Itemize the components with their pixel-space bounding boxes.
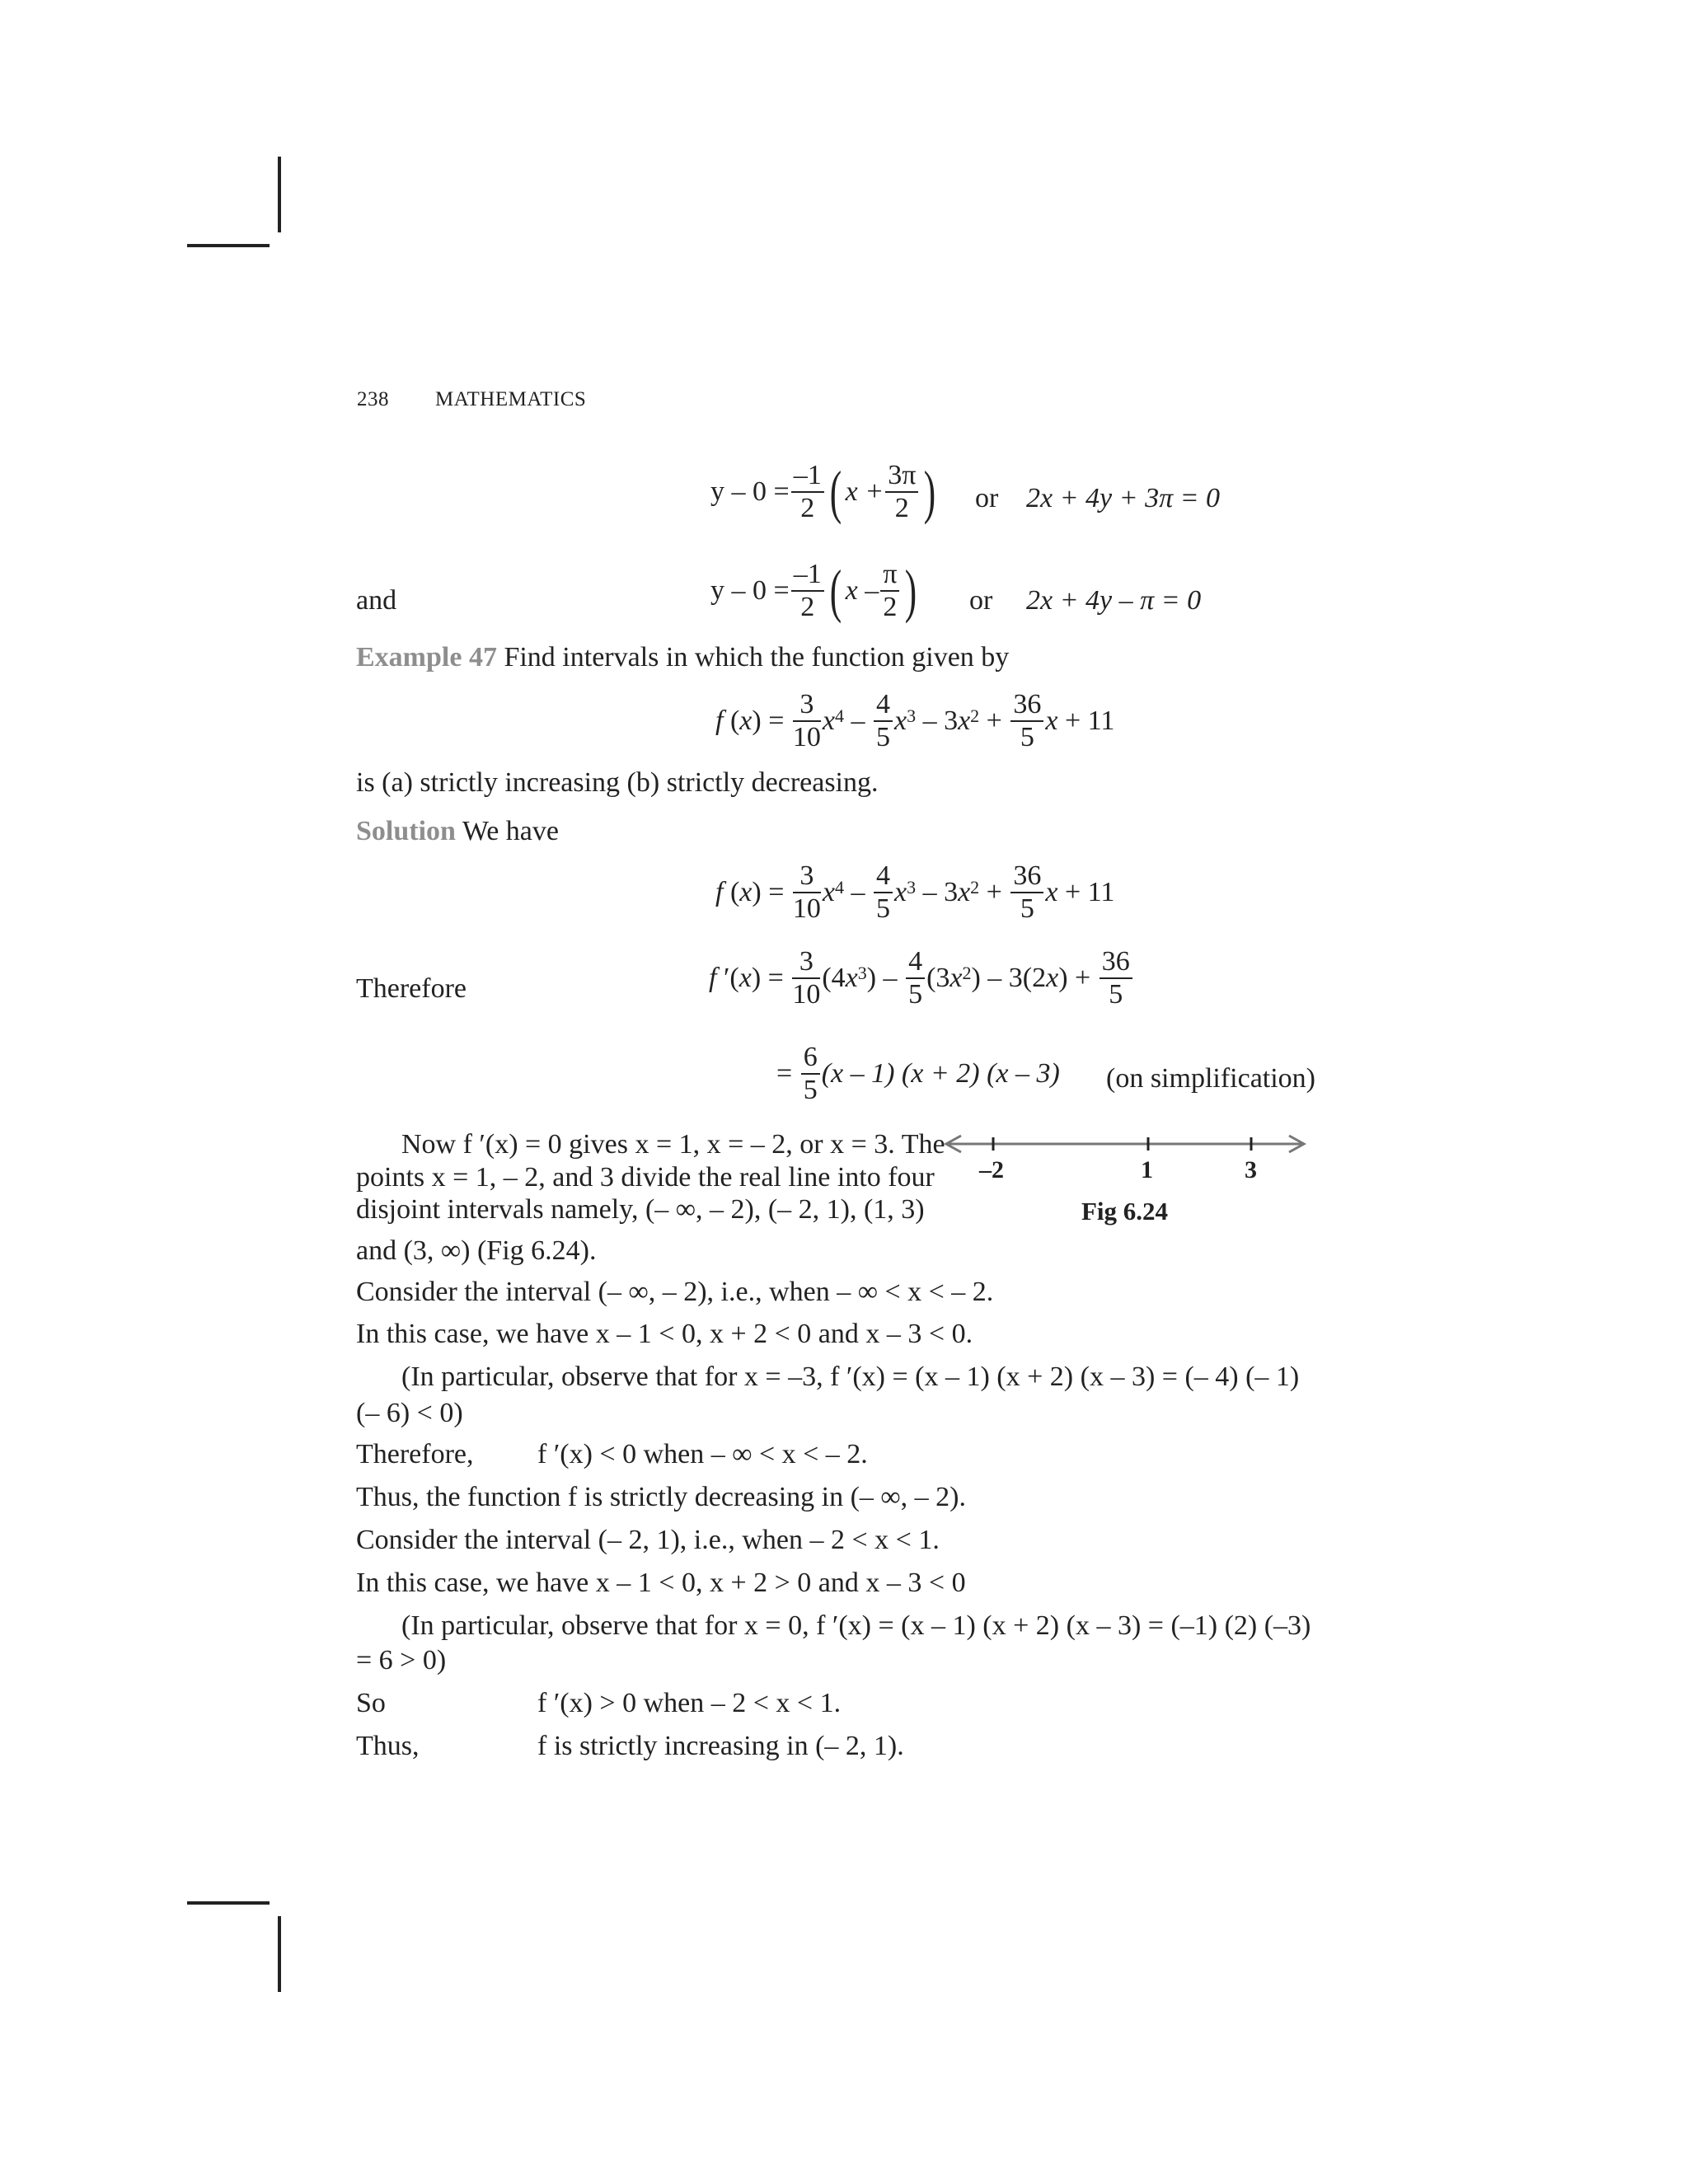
eq2-coefficient: $\frac{-1}{2}$	[791, 560, 824, 621]
crop-mark-top-horizontal	[187, 244, 270, 247]
text-line-particular-1-cont: (– 6) < 0)	[356, 1398, 463, 1428]
crop-mark-bottom-vertical	[278, 1916, 281, 1992]
example-text: Find intervals in which the function given by	[504, 642, 1010, 673]
function-definition-repeat: f (x) = $\frac{3}{10}$ x $^4$ – $\frac{4}{5}$ x $^3$ – 3 x $^2$ + $\frac{36}{5}$ x + 11	[715, 860, 1115, 924]
eq2-inner-fraction: $\frac{\pi}{2}$	[880, 560, 899, 621]
and-label: and	[356, 585, 397, 616]
crop-mark-bottom-horizontal	[187, 1901, 270, 1905]
eq1-or: or	[975, 483, 999, 513]
text-line-decreasing: Thus, the function f is strictly decreasing in (– ∞, – 2).	[356, 1482, 966, 1512]
crop-mark-top-vertical	[278, 157, 281, 232]
simplification-note: (on simplification)	[1106, 1063, 1316, 1094]
simplified-expression: (x – 1) (x + 2) (x – 3)	[821, 1058, 1060, 1089]
solution-tag: Solution	[356, 816, 456, 846]
therefore-label: Therefore	[356, 973, 467, 1004]
simplified-equals: =	[776, 1058, 793, 1089]
therefore-row-text: f ′(x) < 0 when – ∞ < x < – 2.	[537, 1439, 868, 1469]
tick-label-3: 3	[1245, 1156, 1257, 1183]
simplified-derivative	[776, 1043, 1060, 1104]
text-line-case-1: In this case, we have x – 1 < 0, x + 2 < 0 and x – 3 < 0.	[356, 1319, 973, 1349]
so-row-text: f ′(x) > 0 when – 2 < x < 1.	[537, 1688, 842, 1718]
text-line-particular-2: (In particular, observe that for x = 0, f ′(x) = (x – 1) (x + 2) (x – 3) = (–1) (2) (–3)	[401, 1610, 1311, 1641]
paragraph-line-2: points x = 1, – 2, and 3 divide the real line into four	[356, 1162, 935, 1193]
example-heading	[356, 644, 1009, 672]
thus-row-text: f is strictly increasing in (– 2, 1).	[537, 1731, 904, 1761]
tick-label-1: 1	[1141, 1156, 1153, 1183]
paragraph-line-3: disjoint intervals namely, (– ∞, – 2), (– 2, 1), (1, 3)	[356, 1194, 925, 1225]
text-line-particular-2-cont: = 6 > 0)	[356, 1645, 447, 1675]
thus-row-label: Thus,	[356, 1731, 420, 1761]
equation-1: y – 0 = $\frac{-1}{2}$ ( x + $\frac{3\pi}{2}$ )	[710, 459, 936, 525]
eq2-lhs: y – 0 =	[710, 575, 790, 606]
paragraph-line-4: and (3, ∞) (Fig 6.24).	[356, 1235, 597, 1266]
text-line-consider-1: Consider the interval (– ∞, – 2), i.e., when – ∞ < x < – 2.	[356, 1277, 994, 1307]
equation-2: y – 0 = $\frac{-1}{2}$ ( x – $\frac{\pi}{2}$ )	[710, 558, 917, 624]
eq1-coefficient: $\frac{-1}{2}$	[791, 462, 824, 523]
page-title: MATHEMATICS	[435, 388, 587, 410]
eq2-inner: x –	[845, 575, 879, 606]
page-number: 238	[357, 388, 389, 410]
text-line-consider-2: Consider the interval (– 2, 1), i.e., when – 2 < x < 1.	[356, 1525, 940, 1555]
eq2-or: or	[969, 585, 993, 616]
solution-heading	[356, 818, 559, 846]
so-row-label: So	[356, 1688, 386, 1718]
derivative-equation: f ′(x) = $\frac{3}{10}$ (4 x $^3$ ) – $\frac{4}{5}$ (3 x $^2$ ) – 3(2 x ) + $\frac{36}{5}$	[709, 948, 1134, 1009]
question-text: is (a) strictly increasing (b) strictly decreasing.	[356, 767, 879, 798]
therefore-row-label: Therefore,	[356, 1439, 474, 1469]
eq1-inner: x +	[845, 476, 884, 507]
tick-label-minus2: –2	[979, 1156, 1004, 1183]
eq1-inner-fraction: $\frac{3\pi}{2}$	[885, 462, 918, 523]
figure-caption: Fig 6.24	[1081, 1197, 1169, 1226]
eq2-rhs: 2x + 4y – π = 0	[1026, 585, 1202, 616]
example-tag: Example 47	[356, 642, 497, 673]
text-line-particular-1: (In particular, observe that for x = –3, f ′(x) = (x – 1) (x + 2) (x – 3) = (– 4) (– 1)	[401, 1361, 1300, 1392]
eq1-lhs: y – 0 =	[710, 476, 790, 507]
paragraph-line-1: Now f ′(x) = 0 gives x = 1, x = – 2, or x = 3. The	[401, 1129, 945, 1160]
function-definition: f (x) = $\frac{3}{10}$ x $^4$ – $\frac{4}{5}$ x $^3$ – 3 x $^2$ + $\frac{36}{5}$ x + 11	[715, 689, 1115, 752]
eq1-rhs: 2x + 4y + 3π = 0	[1026, 483, 1221, 513]
text-line-case-2: In this case, we have x – 1 < 0, x + 2 > 0 and x – 3 < 0	[356, 1568, 966, 1598]
solution-text: We have	[462, 816, 559, 846]
simplified-fraction: $\frac{6}{5}$	[801, 1043, 820, 1104]
